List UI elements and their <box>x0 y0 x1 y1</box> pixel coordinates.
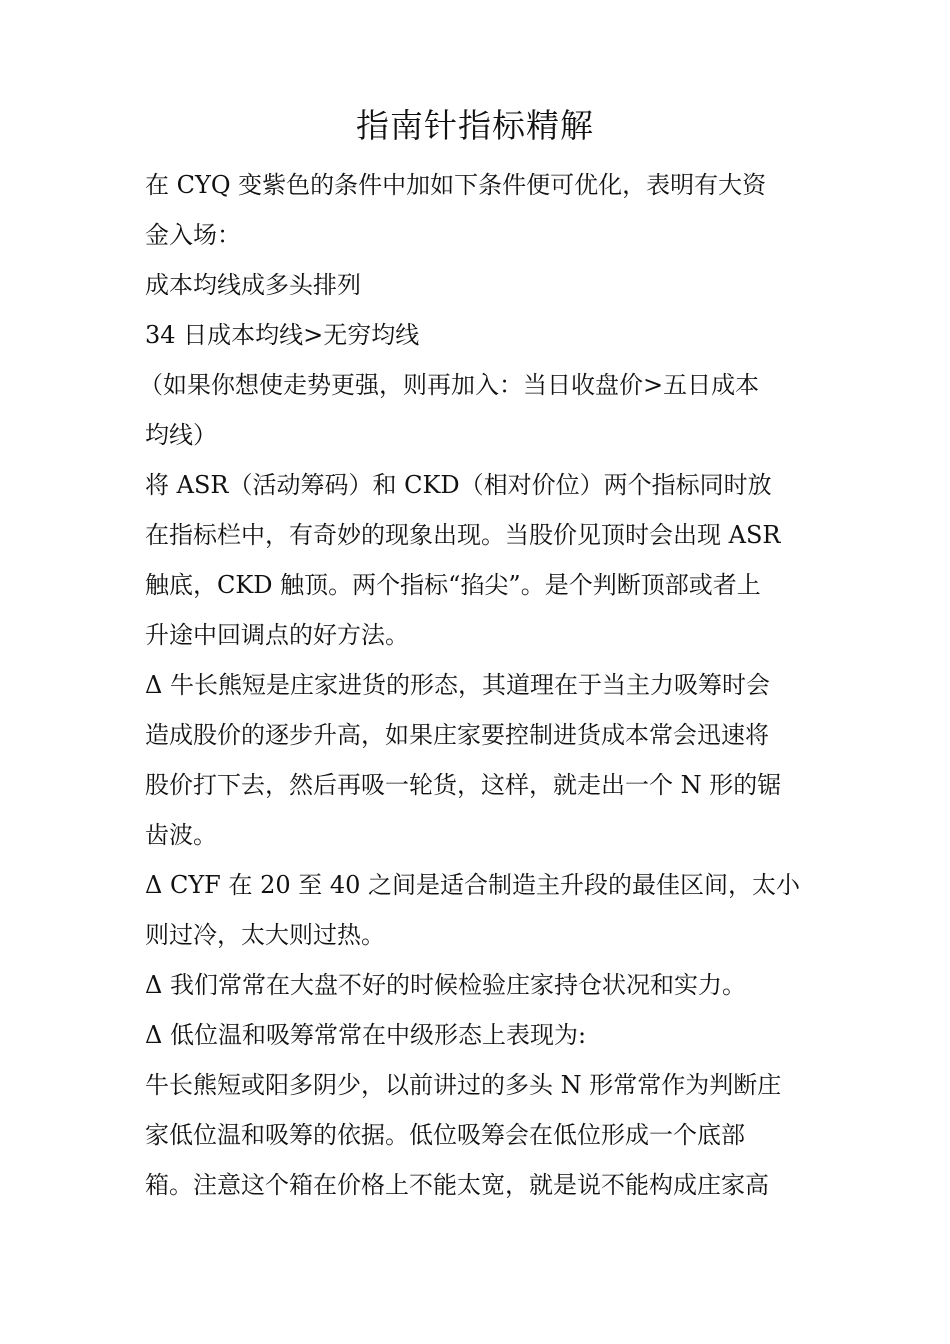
text-line-19: 牛长熊短或阳多阴少，以前讲过的多头 N 形常常作为判断庄 <box>145 1071 782 1099</box>
text-line-13: 股价打下去，然后再吸一轮货，这样，就走出一个 N 形的锯 <box>145 771 782 799</box>
text-line-21: 箱。注意这个箱在价格上不能太宽，就是说不能构成庄家高 <box>145 1171 769 1199</box>
text-line-7: 将 ASR（活动筹码）和 CKD（相对价位）两个指标同时放 <box>145 471 772 499</box>
text-line-20: 家低位温和吸筹的依据。低位吸筹会在低位形成一个底部 <box>145 1121 745 1149</box>
text-line-5: （如果你想使走势更强，则再加入：当日收盘价>五日成本 <box>139 371 760 399</box>
text-line-10: 升途中回调点的好方法。 <box>145 621 409 649</box>
text-line-1: 在 CYQ 变紫色的条件中加如下条件便可优化，表明有大资 <box>145 171 767 199</box>
text-line-15: Δ CYF 在 20 至 40 之间是适合制造主升段的最佳区间，太小 <box>145 871 801 899</box>
text-line-16: 则过冷，太大则过热。 <box>145 921 385 949</box>
text-line-2: 金入场： <box>145 221 241 249</box>
document-body <box>139 160 825 1210</box>
text-line-9: 触底，CKD 触顶。两个指标“掐尖”。是个判断顶部或者上 <box>145 571 761 599</box>
document-title: 指南针指标精解 <box>356 106 594 145</box>
text-line-6: 均线） <box>145 421 217 449</box>
text-line-8: 在指标栏中，有奇妙的现象出现。当股价见顶时会出现 ASR <box>145 521 781 549</box>
text-line-14: 齿波。 <box>145 821 217 849</box>
text-line-18: Δ 低位温和吸筹常常在中级形态上表现为: <box>145 1021 587 1049</box>
text-line-12: 造成股价的逐步升高，如果庄家要控制进货成本常会迅速将 <box>145 721 769 749</box>
text-line-17: Δ 我们常常在大盘不好的时候检验庄家持仓状况和实力。 <box>145 971 746 999</box>
text-line-11: Δ 牛长熊短是庄家进货的形态，其道理在于当主力吸筹时会 <box>145 671 770 699</box>
text-line-3: 成本均线成多头排列 <box>145 271 361 299</box>
text-line-4: 34 日成本均线>无穷均线 <box>145 321 420 349</box>
